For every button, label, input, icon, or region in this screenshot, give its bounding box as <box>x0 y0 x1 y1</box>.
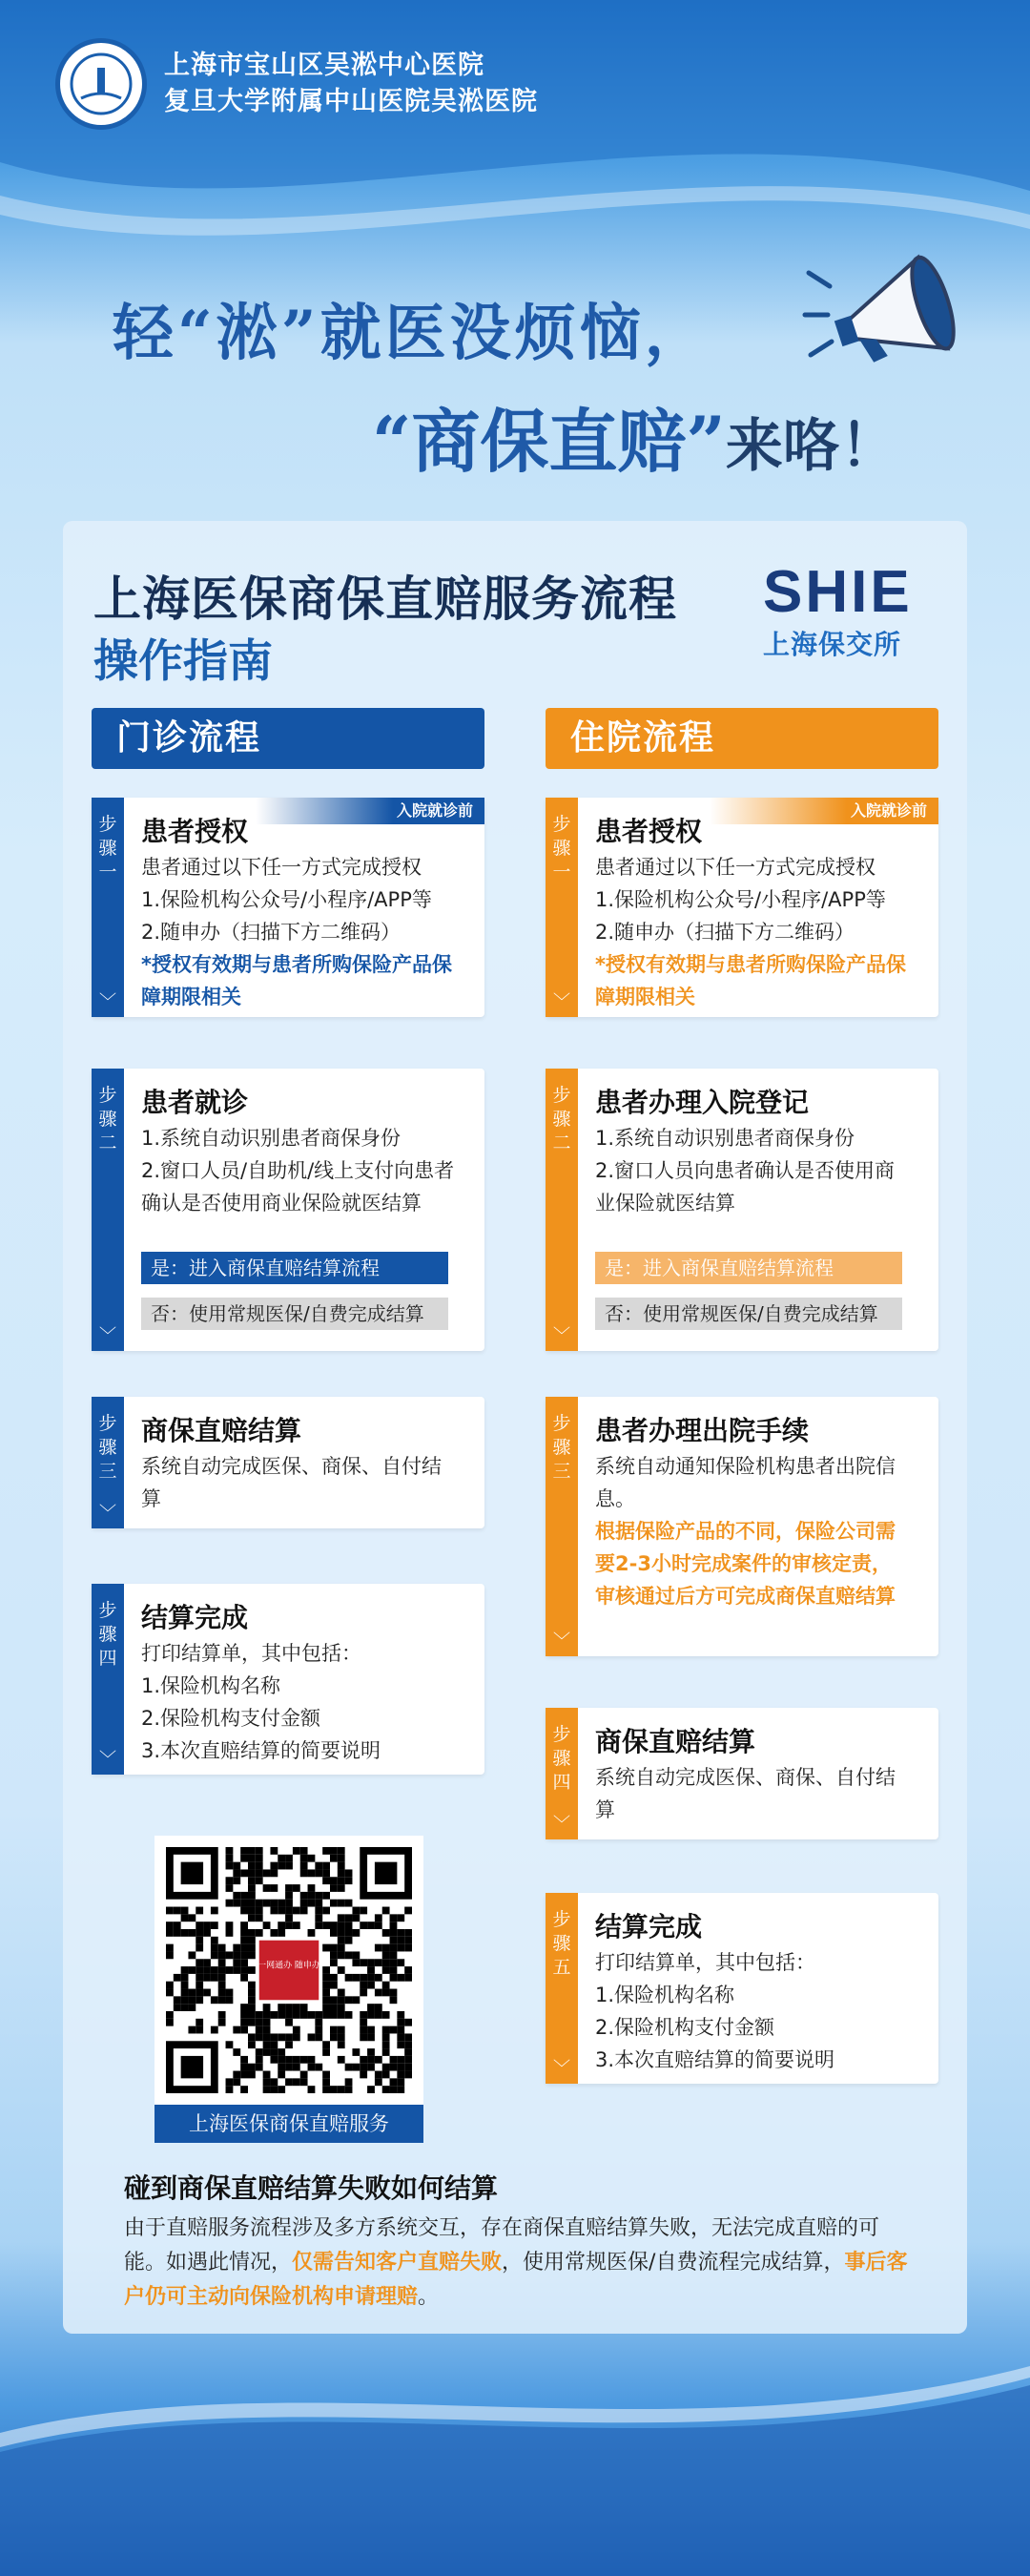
step-label: 步骤一 <box>552 814 571 883</box>
step-ribbon <box>546 798 578 1017</box>
step-label: 步骤五 <box>552 1909 571 1978</box>
qr-center-label: 一网通办 随申办 <box>258 1961 320 1971</box>
outpatient-step-1 <box>92 798 484 1017</box>
step-line: 打印结算单，其中包括： <box>595 1951 815 1974</box>
step-body <box>141 1122 456 1219</box>
qr-code-icon[interactable] <box>154 1836 423 2105</box>
failure-text-2: ，使用常规医保/自费流程完成结算， <box>502 2251 845 2275</box>
inpatient-header: 住院流程 <box>546 708 938 769</box>
chevron-down-icon: ﹀ <box>553 2059 570 2079</box>
chevron-down-icon: ﹀ <box>553 1631 570 1652</box>
failure-highlight-2: 事后客户仍可主动向保险机构申请理赔 <box>124 2251 908 2309</box>
step-line: 1.保险机构公众号/小程序/APP等 <box>595 888 886 911</box>
bottom-swoosh <box>0 2318 1030 2576</box>
yes-option: 是：进入商保直赔结算流程 <box>595 1252 902 1284</box>
step-label: 步骤二 <box>98 1085 117 1153</box>
outpatient-step-3 <box>92 1397 484 1528</box>
step-body <box>595 1946 910 2076</box>
step-body <box>141 1450 456 1515</box>
guide-subtitle: 操作指南 <box>93 635 273 688</box>
guide-title: 上海医保商保直赔服务流程 <box>93 571 677 627</box>
step-line: 2.随申办（扫描下方二维码） <box>141 921 402 944</box>
step-line: 3.本次直赔结算的简要说明 <box>141 1739 381 1762</box>
step-ribbon <box>92 1397 124 1528</box>
step-ribbon <box>92 1584 124 1775</box>
step-line: 3.本次直赔结算的简要说明 <box>595 2048 835 2071</box>
step-line: 1.保险机构名称 <box>595 1984 735 2006</box>
chevron-down-icon: ﹀ <box>99 992 116 1012</box>
chevron-down-icon: ﹀ <box>553 1815 570 1835</box>
step-note: *授权有效期与患者所购保险产品保障期限相关 <box>141 953 452 1008</box>
step-title: 患者授权 <box>141 816 249 847</box>
failure-text <box>124 2212 916 2315</box>
step-label: 步骤一 <box>98 814 117 883</box>
inpatient-step-5 <box>546 1893 938 2084</box>
step-note: 根据保险产品的不同，保险公司需要2-3小时完成案件的审核定责，审核通过后方可完成商保直赔结算 <box>595 1520 896 1608</box>
step-line: 1.保险机构名称 <box>141 1674 281 1697</box>
failure-text-3: 。 <box>418 2285 440 2309</box>
outpatient-step-2 <box>92 1069 484 1351</box>
megaphone-icon <box>801 219 992 410</box>
failure-text-1: 由于直赔服务流程涉及多方系统交互，存在商保直赔结算失败，无法完成直赔的可能。如遇此情况， <box>124 2216 880 2275</box>
yes-option: 是：进入商保直赔结算流程 <box>141 1252 448 1284</box>
step-body <box>595 851 910 1013</box>
step-body <box>595 1761 910 1826</box>
chevron-down-icon: ﹀ <box>99 1326 116 1346</box>
inpatient-step-4 <box>546 1708 938 1839</box>
step-ribbon <box>546 1893 578 2084</box>
step-title: 商保直赔结算 <box>595 1726 756 1757</box>
step-label: 步骤四 <box>552 1724 571 1793</box>
step-line: 2.窗口人员向患者确认是否使用商业保险就医结算 <box>595 1159 896 1215</box>
inpatient-step-2 <box>546 1069 938 1351</box>
step-line: 1.系统自动识别患者商保身份 <box>141 1127 402 1150</box>
inpatient-step-1 <box>546 798 938 1017</box>
chevron-down-icon: ﹀ <box>553 1326 570 1346</box>
step-ribbon <box>546 1708 578 1839</box>
chevron-down-icon: ﹀ <box>99 1504 116 1524</box>
slogan-highlight: “商保直赔” <box>372 401 726 482</box>
hospital-header <box>55 38 538 130</box>
step-line: 系统自动通知保险机构患者出院信息。 <box>595 1455 896 1510</box>
step-title: 结算完成 <box>141 1602 249 1633</box>
slogan-rest: 来咯！ <box>725 413 897 480</box>
step-line: 1.系统自动识别患者商保身份 <box>595 1127 855 1150</box>
qr-code-pattern <box>166 1847 412 2093</box>
hospital-name: 上海市宝山区吴淞中心医院 <box>164 51 484 80</box>
step-ribbon <box>92 1069 124 1351</box>
step-title: 结算完成 <box>595 1911 703 1942</box>
step-label: 步骤四 <box>98 1600 117 1669</box>
slogan-line-1: 轻“淞”就医没烦恼， <box>113 298 710 369</box>
no-option: 否：使用常规医保/自费完成结算 <box>141 1298 448 1330</box>
step-ribbon <box>546 1397 578 1656</box>
step-body <box>141 851 456 1013</box>
step-line: 系统自动完成医保、商保、自付结算 <box>141 1455 442 1510</box>
step-line: 2.保险机构支付金额 <box>141 1707 321 1730</box>
step-line: 患者通过以下任一方式完成授权 <box>141 856 422 879</box>
step-title: 商保直赔结算 <box>141 1415 302 1446</box>
outpatient-header: 门诊流程 <box>92 708 484 769</box>
chevron-down-icon: ﹀ <box>99 1750 116 1770</box>
step-title: 患者办理出院手续 <box>595 1415 810 1446</box>
step-body <box>595 1122 910 1219</box>
qr-caption: 上海医保商保直赔服务 <box>154 2105 423 2143</box>
step-line: 患者通过以下任一方式完成授权 <box>595 856 876 879</box>
step-line: 系统自动完成医保、商保、自付结算 <box>595 1766 896 1821</box>
step-ribbon <box>92 798 124 1017</box>
step-title: 患者就诊 <box>141 1087 249 1118</box>
step-line: 2.窗口人员/自助机/线上支付向患者确认是否使用商业保险就医结算 <box>141 1159 455 1215</box>
step-tag: 入院就诊前 <box>256 798 484 824</box>
step-body <box>141 1637 456 1767</box>
step-title: 患者办理入院登记 <box>595 1087 810 1118</box>
step-note: *授权有效期与患者所购保险产品保障期限相关 <box>595 953 906 1008</box>
failure-title: 碰到商保直赔结算失败如何结算 <box>124 2172 499 2204</box>
shie-logo-name: 上海保交所 <box>763 629 902 660</box>
shie-logo <box>763 561 931 662</box>
inpatient-step-3 <box>546 1397 938 1656</box>
step-tag: 入院就诊前 <box>710 798 938 824</box>
step-title: 患者授权 <box>595 816 703 847</box>
step-body <box>595 1450 910 1612</box>
outpatient-step-4 <box>92 1584 484 1775</box>
chevron-down-icon: ﹀ <box>553 992 570 1012</box>
step-line: 打印结算单，其中包括： <box>141 1642 361 1665</box>
failure-highlight-1: 仅需告知客户直赔失败 <box>292 2251 503 2275</box>
step-label: 步骤二 <box>552 1085 571 1153</box>
step-line: 1.保险机构公众号/小程序/APP等 <box>141 888 432 911</box>
no-option: 否：使用常规医保/自费完成结算 <box>595 1298 902 1330</box>
step-ribbon <box>546 1069 578 1351</box>
step-label: 步骤三 <box>552 1413 571 1482</box>
shie-logo-mark: SHIE <box>763 559 913 625</box>
hospital-affiliation: 复旦大学附属中山医院吴淞医院 <box>164 87 538 116</box>
step-line: 2.随申办（扫描下方二维码） <box>595 921 855 944</box>
step-label: 步骤三 <box>98 1413 117 1482</box>
hospital-logo-icon <box>55 38 147 130</box>
step-line: 2.保险机构支付金额 <box>595 2016 775 2039</box>
